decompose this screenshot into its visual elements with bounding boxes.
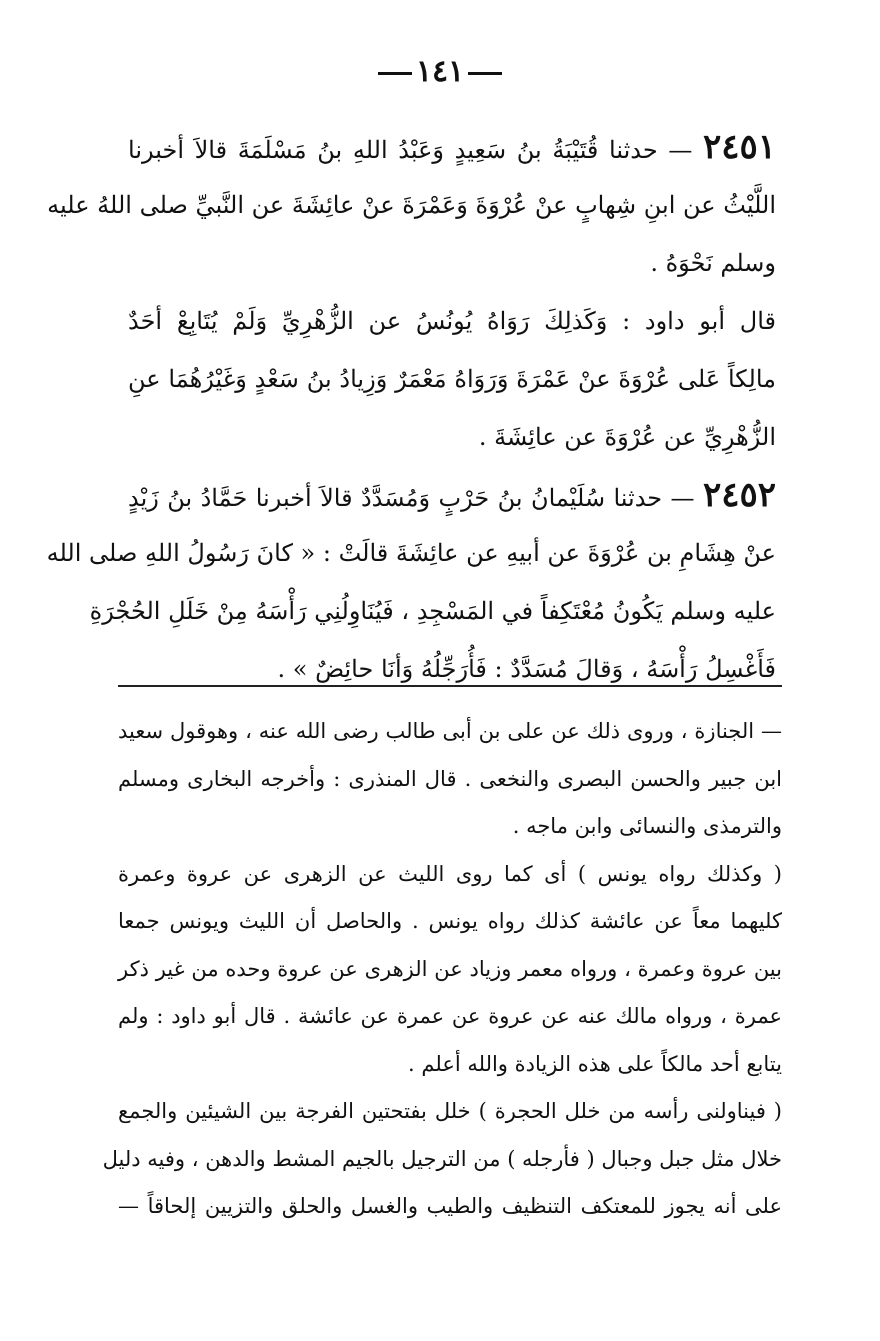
note-line: والترمذى والنسائى وابن ماجه . bbox=[512, 814, 782, 838]
hadith-line-text: وسلم نَحْوَهُ . bbox=[650, 249, 776, 277]
page-number bbox=[0, 52, 880, 92]
hadith-line bbox=[128, 292, 776, 350]
hadith-line-text: — حدثنا قُتَيْبَةُ بنُ سَعِيدٍ وَعَبْدُ اللهِ بنُ مَسْلَمَةَ قالاَ أخبرنا bbox=[128, 136, 693, 164]
hadith-line bbox=[128, 408, 776, 466]
note-line: يتابع أحد مالكاً على هذه الزيادة والله أعلم . bbox=[408, 1051, 782, 1076]
hadith-number: ٢٤٥٢ bbox=[702, 475, 776, 515]
note-line: على أنه يجوز للمعتكف التنظيف والطيب والغسل والحلق والتزيين إلحاقاً — bbox=[118, 1194, 782, 1218]
hadith-line bbox=[47, 176, 776, 234]
hadith-line-text: اللَّيْثُ عن ابنِ شِهابٍ عنْ عُرْوَةَ وَعَمْرَةَ عنْ عائِشَةَ عن النَّبيِّ صلى اللهُ عليه bbox=[47, 191, 776, 219]
commentary-notes bbox=[102, 708, 782, 1231]
hadith-line-text: عليه وسلم يَكُونُ مُعْتَكِفاً في المَسْجِدِ ، فَيُنَاوِلُنِي رَأْسَهُ مِنْ خَلَلِ الحُجْرَةِ bbox=[89, 597, 776, 625]
hadith-line bbox=[128, 118, 776, 176]
hadith-line-text: عنْ هِشَامِ بن عُرْوَةَ عن أبيهِ عن عائِشَةَ قالَتْ : « كانَ رَسُولُ اللهِ صلى الله bbox=[46, 539, 776, 567]
hadith-line bbox=[128, 466, 776, 524]
hadith-line bbox=[128, 234, 776, 292]
hadith-line-text: قال أبو داود : وَكَذلِكَ رَوَاهُ يُونُسُ عن الزُّهْرِيِّ وَلَمْ يُتَابِعْ أحَدٌ bbox=[128, 307, 776, 335]
hadith-line-text: فَأَغْسِلُ رَأْسَهُ ، وَقالَ مُسَدَّدٌ : فَأُرَجِّلُهُ وَأنَا حائِضٌ » . bbox=[277, 655, 776, 683]
hadith-line-text: الزُّهْرِيِّ عن عُرْوَةَ عن عائِشَةَ . bbox=[478, 423, 776, 451]
hadith-text bbox=[46, 118, 776, 698]
note-line: كليهما معاً عن عائشة كذلك رواه يونس . والحاصل أن الليث ويونس جمعا bbox=[118, 909, 782, 933]
hadith-line bbox=[128, 640, 776, 698]
note-line: خلال مثل جبل وجبال ( فأرجله ) من الترجيل بالجيم المشط والدهن ، وفيه دليل bbox=[102, 1146, 782, 1171]
page-number-dash-left bbox=[378, 72, 412, 75]
hadith-line bbox=[89, 582, 776, 640]
note-line: ( وكذلك رواه يونس ) أى كما روى الليث عن الزهرى عن عروة وعمرة bbox=[118, 861, 782, 886]
note-line: بين عروة وعمرة ، ورواه معمر وزياد عن الزهرى عن عروة وحده من غير ذكر bbox=[118, 956, 782, 981]
note-line: ( فيناولنى رأسه من خلل الحجرة ) خلل بفتحتين الفرجة بين الشيئين والجمع bbox=[118, 1099, 782, 1123]
note-line: — الجنازة ، وروى ذلك عن على بن أبى طالب رضى الله عنه ، وهوقول سعيد bbox=[118, 719, 782, 743]
note-line: ابن جبير والحسن البصرى والنخعى . قال المنذرى : وأخرجه البخارى ومسلم bbox=[118, 766, 782, 791]
hadith-line bbox=[128, 350, 776, 408]
note-line: عمرة ، ورواه مالك عنه عن عروة عن عمرة عن عائشة . قال أبو داود : ولم bbox=[118, 1004, 782, 1028]
page-number-value: ١٤١ bbox=[415, 54, 465, 89]
hadith-number: ٢٤٥١ bbox=[702, 127, 776, 167]
footnote-separator bbox=[118, 685, 782, 687]
hadith-line bbox=[46, 524, 776, 582]
hadith-line-text: — حدثنا سُلَيْمانُ بنُ حَرْبٍ وَمُسَدَّدٌ قالاَ أخبرنا حَمَّادُ بنُ زَيْدٍ bbox=[128, 484, 695, 512]
page-number-dash-right bbox=[468, 72, 502, 75]
hadith-line-text: مالِكاً عَلى عُرْوَةَ عنْ عَمْرَةَ وَرَوَاهُ مَعْمَرٌ وَزِيادُ بنُ سَعْدٍ وَغَيْرُهُمَا عنِ bbox=[128, 365, 776, 393]
